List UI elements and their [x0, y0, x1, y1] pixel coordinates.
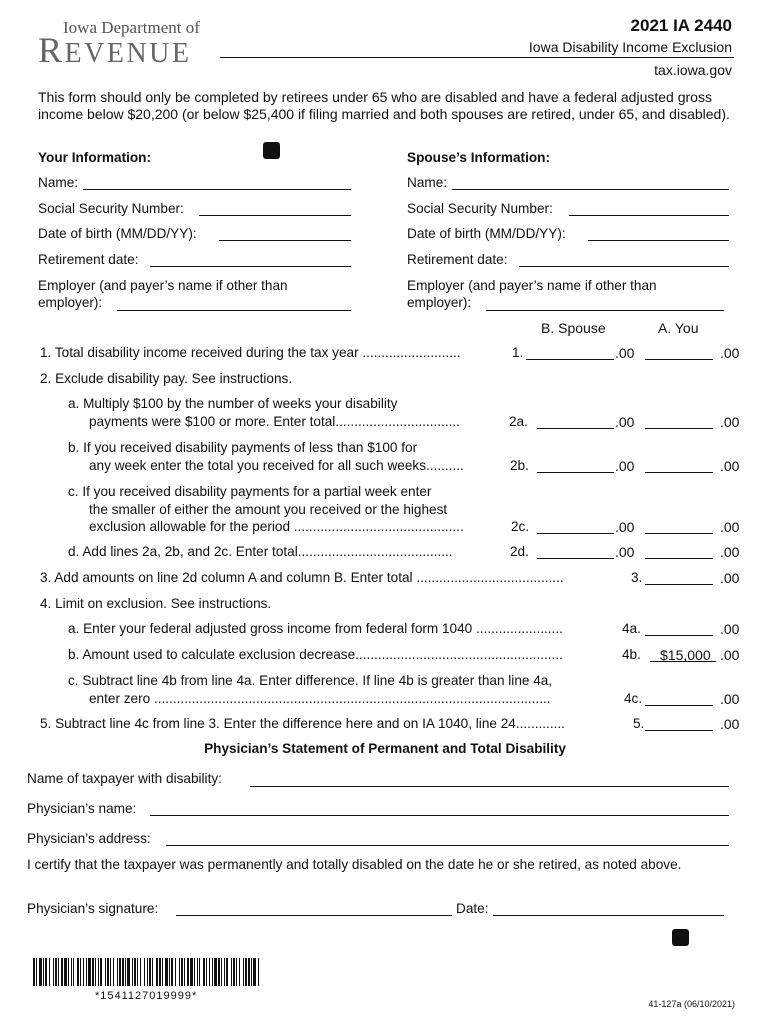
spouse-name-field[interactable] — [452, 189, 729, 190]
your-retirement-field[interactable] — [150, 266, 351, 267]
line-3-you-field[interactable] — [645, 584, 713, 585]
line-4c-label-2: enter zero ......................................................................................................... — [89, 691, 551, 706]
line-4a-label: a. Enter your federal adjusted gross income from federal form 1040 ....................... — [68, 621, 563, 636]
line-2d-number: 2d. — [510, 544, 529, 559]
line-4c-number: 4c. — [624, 691, 643, 706]
line-1-you-field[interactable] — [645, 359, 713, 360]
line-4b-value: $15,000 — [660, 647, 711, 663]
registration-mark-bottom — [672, 929, 689, 946]
spouse-ssn-field[interactable] — [569, 215, 729, 216]
your-employer-field[interactable] — [117, 310, 351, 311]
spouse-employer-label-2: employer): — [407, 295, 472, 310]
your-retirement-label: Retirement date: — [38, 252, 139, 267]
line-2c-number: 2c. — [511, 519, 530, 534]
physician-address-field[interactable] — [166, 845, 729, 846]
line-2a-label-1: a. Multiply $100 by the number of weeks your disability — [68, 396, 398, 411]
spouse-retirement-field[interactable] — [519, 266, 729, 267]
line-2d-you-field[interactable] — [645, 558, 713, 559]
your-dob-field[interactable] — [219, 240, 351, 241]
header-rule — [220, 57, 734, 58]
line-2d-spouse-field[interactable] — [537, 558, 614, 559]
line-2-label: 2. Exclude disability pay. See instructions. — [40, 371, 293, 386]
line-2a-number: 2a. — [509, 414, 528, 429]
taxpayer-name-label: Name of taxpayer with disability: — [27, 771, 222, 786]
your-name-label: Name: — [38, 175, 79, 190]
spouse-employer-label-1: Employer (and payer’s name if other than — [407, 278, 657, 293]
line-4b-number: 4b. — [622, 647, 641, 662]
line-2c-label-1: c. If you received disability payments for a partial week enter — [68, 484, 432, 499]
line-2d-label: d. Add lines 2a, 2b, and 2c. Enter total......................................... — [68, 544, 453, 559]
line-2b-spouse-field[interactable] — [537, 472, 614, 473]
physician-heading: Physician’s Statement of Permanent and Total Disability — [204, 741, 566, 756]
line-2a-spouse-field[interactable] — [537, 428, 614, 429]
physician-name-label: Physician’s name: — [27, 801, 137, 816]
line-2c-label-2: the smaller of either the amount you received or the highest — [89, 502, 448, 517]
spouse-ssn-label: Social Security Number: — [407, 201, 553, 216]
barcode-number: *1541127019999* — [95, 990, 198, 1002]
logo-revenue-text — [38, 29, 192, 71]
taxpayer-name-field[interactable] — [250, 786, 729, 787]
line-4-label: 4. Limit on exclusion. See instructions. — [40, 596, 272, 611]
form-number: 2021 IA 2440 — [630, 16, 732, 35]
line-2c-you-field[interactable] — [645, 533, 713, 534]
line-1-spouse-cents: .00 — [615, 345, 635, 361]
line-4c-label-1: c. Subtract line 4b from line 4a. Enter difference. If line 4b is greater than line 4a, — [68, 673, 553, 688]
your-employer-label-2: employer): — [38, 295, 103, 310]
line-5-field[interactable] — [645, 730, 713, 731]
website: tax.iowa.gov — [654, 62, 732, 78]
registration-mark — [263, 142, 280, 159]
spouse-dob-field[interactable] — [588, 240, 729, 241]
line-2c-you-cents: .00 — [720, 519, 740, 535]
line-2c-spouse-field[interactable] — [537, 533, 614, 534]
line-2a-you-cents: .00 — [720, 414, 740, 430]
line-4a-number: 4a. — [622, 621, 641, 636]
line-3-label: 3. Add amounts on line 2d column A and column B. Enter total ....................................... — [40, 570, 564, 585]
intro-paragraph: This form should only be completed by retirees under 65 who are disabled and have a federal adjusted gross income below $20,200 (or below $25,400 if filing married and both spouses are retired, under 65, and disabled). — [38, 89, 730, 122]
your-employer-label-1: Employer (and payer’s name if other than — [38, 278, 288, 293]
line-2a-spouse-cents: .00 — [615, 414, 635, 430]
physician-address-label: Physician’s address: — [27, 831, 151, 846]
column-a-you-header: A. You — [658, 320, 699, 336]
spouse-info-heading: Spouse’s Information: — [407, 150, 550, 165]
line-2c-label-3: exclusion allowable for the period ............................................. — [89, 519, 464, 534]
date-label: Date: — [456, 901, 489, 916]
line-2b-spouse-cents: .00 — [615, 458, 635, 474]
line-2a-you-field[interactable] — [645, 428, 713, 429]
line-2b-number: 2b. — [510, 458, 529, 473]
line-3-cents: .00 — [720, 570, 740, 586]
line-5-cents: .00 — [720, 716, 740, 732]
line-5-number: 5. — [633, 716, 645, 731]
your-ssn-field[interactable] — [199, 215, 351, 216]
spouse-dob-label: Date of birth (MM/DD/YY): — [407, 226, 566, 241]
line-2d-you-cents: .00 — [720, 544, 740, 560]
logo-department-text: Iowa Department of — [63, 18, 200, 37]
your-name-field[interactable] — [83, 189, 351, 190]
physician-signature-label: Physician’s signature: — [27, 901, 159, 916]
line-1-label: 1. Total disability income received during the tax year .......................... — [40, 345, 461, 360]
physician-name-field[interactable] — [150, 815, 729, 816]
spouse-name-label: Name: — [407, 175, 448, 190]
barcode-image — [33, 958, 259, 986]
logo-revenue-rest: EVENUE — [64, 38, 192, 69]
line-2b-label-1: b. If you received disability payments of less than $100 for — [68, 440, 418, 455]
line-2c-spouse-cents: .00 — [615, 519, 635, 535]
line-1-number: 1. — [512, 345, 524, 360]
line-2b-label-2: any week enter the total you received for all such weeks.......... — [89, 458, 464, 473]
spouse-retirement-label: Retirement date: — [407, 252, 508, 267]
your-ssn-label: Social Security Number: — [38, 201, 184, 216]
line-2a-label-2: payments were $100 or more. Enter total................................. — [89, 414, 460, 429]
form-code: 41-127a (06/10/2021) — [648, 999, 735, 1009]
line-4b-cents: .00 — [720, 647, 740, 663]
logo-revenue-initial: R — [38, 30, 65, 70]
line-4c-cents: .00 — [720, 691, 740, 707]
line-1-spouse-field[interactable] — [526, 359, 614, 360]
line-4a-field[interactable] — [645, 635, 713, 636]
spouse-employer-field[interactable] — [486, 310, 724, 311]
your-dob-label: Date of birth (MM/DD/YY): — [38, 226, 197, 241]
line-1-you-cents: .00 — [720, 345, 740, 361]
line-4c-field[interactable] — [645, 705, 713, 706]
line-2d-spouse-cents: .00 — [615, 544, 635, 560]
your-info-heading: Your Information: — [38, 150, 152, 165]
date-field[interactable] — [493, 915, 724, 916]
column-b-spouse-header: B. Spouse — [541, 320, 606, 336]
line-2b-you-field[interactable] — [645, 472, 713, 473]
line-4b-label: b. Amount used to calculate exclusion decrease....................................................... — [68, 647, 563, 662]
line-5-label: 5. Subtract line 4c from line 3. Enter the difference here and on IA 1040, line 24............. — [40, 716, 565, 731]
line-3-number: 3. — [631, 570, 643, 585]
form-title: Iowa Disability Income Exclusion — [528, 39, 732, 55]
physician-signature-field[interactable] — [176, 915, 452, 916]
certify-statement: I certify that the taxpayer was permanently and totally disabled on the date he or she retired, as noted above. — [27, 857, 682, 872]
line-2b-you-cents: .00 — [720, 458, 740, 474]
line-4a-cents: .00 — [720, 621, 740, 637]
